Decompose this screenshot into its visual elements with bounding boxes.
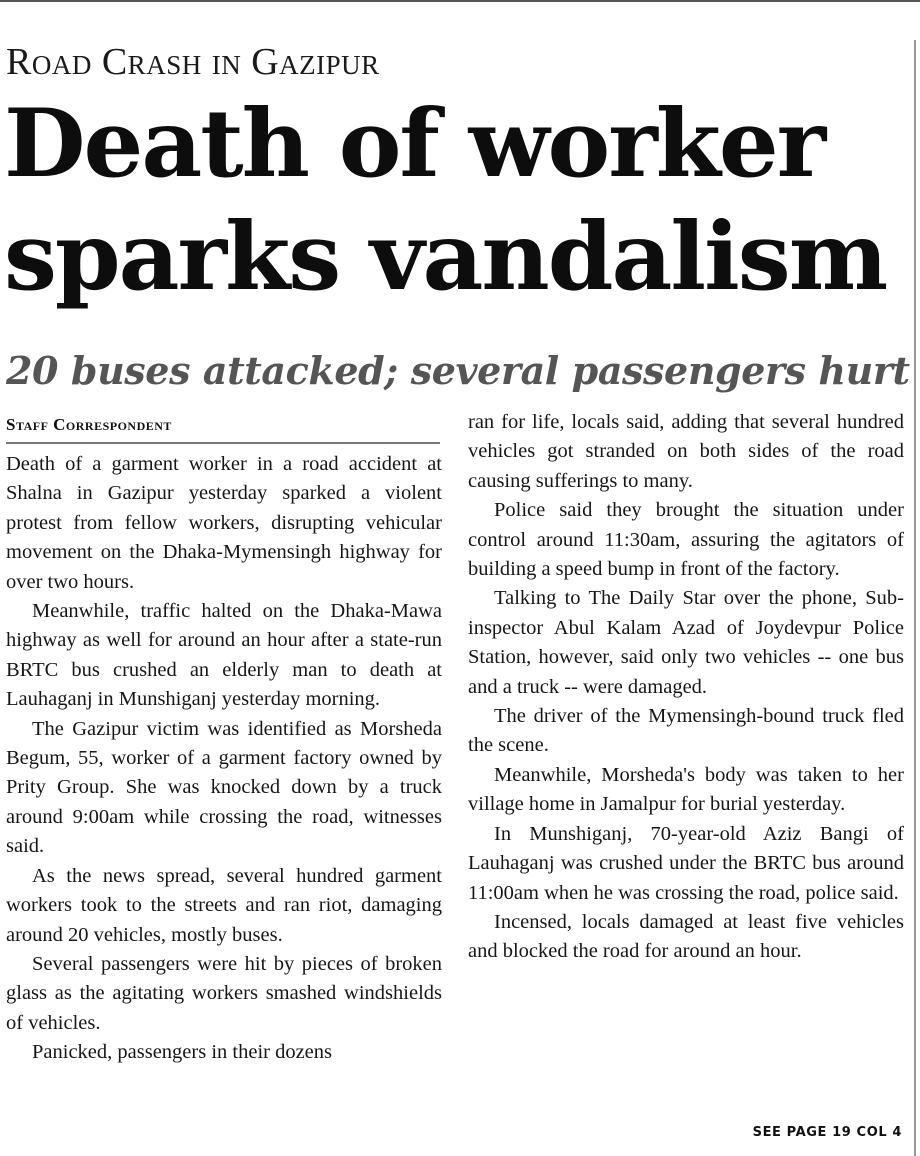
headline-line-2: sparks vandalism: [4, 202, 887, 312]
top-rule: [0, 0, 920, 2]
paragraph: Panicked, passengers in their dozens: [32, 1041, 333, 1064]
paragraph: ran for life, locals said, adding that several hundred vehicles got stranded on both sides of the road causing sufferings to many.: [468, 411, 904, 492]
article-column-right: [468, 408, 904, 967]
paragraph: Incensed, locals damaged at least five vehicles and blocked the road for around an hour.: [468, 910, 904, 963]
byline: Staff Correspondent: [6, 415, 172, 434]
column-rule: [914, 40, 916, 1156]
kicker: Road Crash in Gazipur: [6, 41, 380, 83]
paragraph: Several passengers were hit by pieces of broken glass as the agitating workers smashed windshields of vehicles.: [6, 952, 442, 1034]
paragraph: Meanwhile, traffic halted on the Dhaka-Mawa highway as well for around an hour after a state-run BRTC bus crushed an elderly man to death at Lauhaganj in Munshiganj yesterday morning.: [6, 600, 442, 711]
headline-line-1: Death of worker: [4, 89, 825, 199]
paragraph: Meanwhile, Morsheda's body was taken to her village home in Jamalpur for burial yesterday.: [468, 763, 904, 816]
byline-rule: [6, 442, 440, 444]
paragraph: In Munshiganj, 70-year-old Aziz Bangi of Lauhaganj was crushed under the BRTC bus around 11:00am when he was crossing the road, police said.: [468, 822, 904, 904]
paragraph: The Gazipur victim was identified as Morsheda Begum, 55, worker of a garment factory owned by Prity Group. She was knocked down by a truck around 9:00am while crossing the road, witnesses said.: [6, 717, 442, 858]
paragraph: Police said they brought the situation under control around 11:30am, assuring the agitators of building a speed bump in front of the factory.: [468, 499, 904, 581]
paragraph: Death of a garment worker in a road accident at Shalna in Gazipur yesterday sparked a violent protest from fellow workers, disrupting vehicular movement on the Dhaka-Mymensingh highway for over two hours.: [6, 453, 442, 593]
paragraph: Talking to The Daily Star over the phone, Sub-inspector Abul Kalam Azad of Joydevpur Police Station, however, said only two vehicles -- one bus and a truck -- were damaged.: [468, 587, 904, 698]
paragraph: The driver of the Mymensingh-bound truck fled the scene.: [468, 705, 904, 757]
article-column-left: [6, 450, 442, 1068]
headline: [4, 88, 904, 314]
subheadline: 20 buses attacked; several passengers hurt: [6, 348, 910, 393]
jump-line: SEE PAGE 19 COL 4: [752, 1125, 902, 1140]
paragraph: As the news spread, several hundred garment workers took to the streets and ran riot, damaging around 20 vehicles, mostly buses.: [6, 864, 442, 946]
